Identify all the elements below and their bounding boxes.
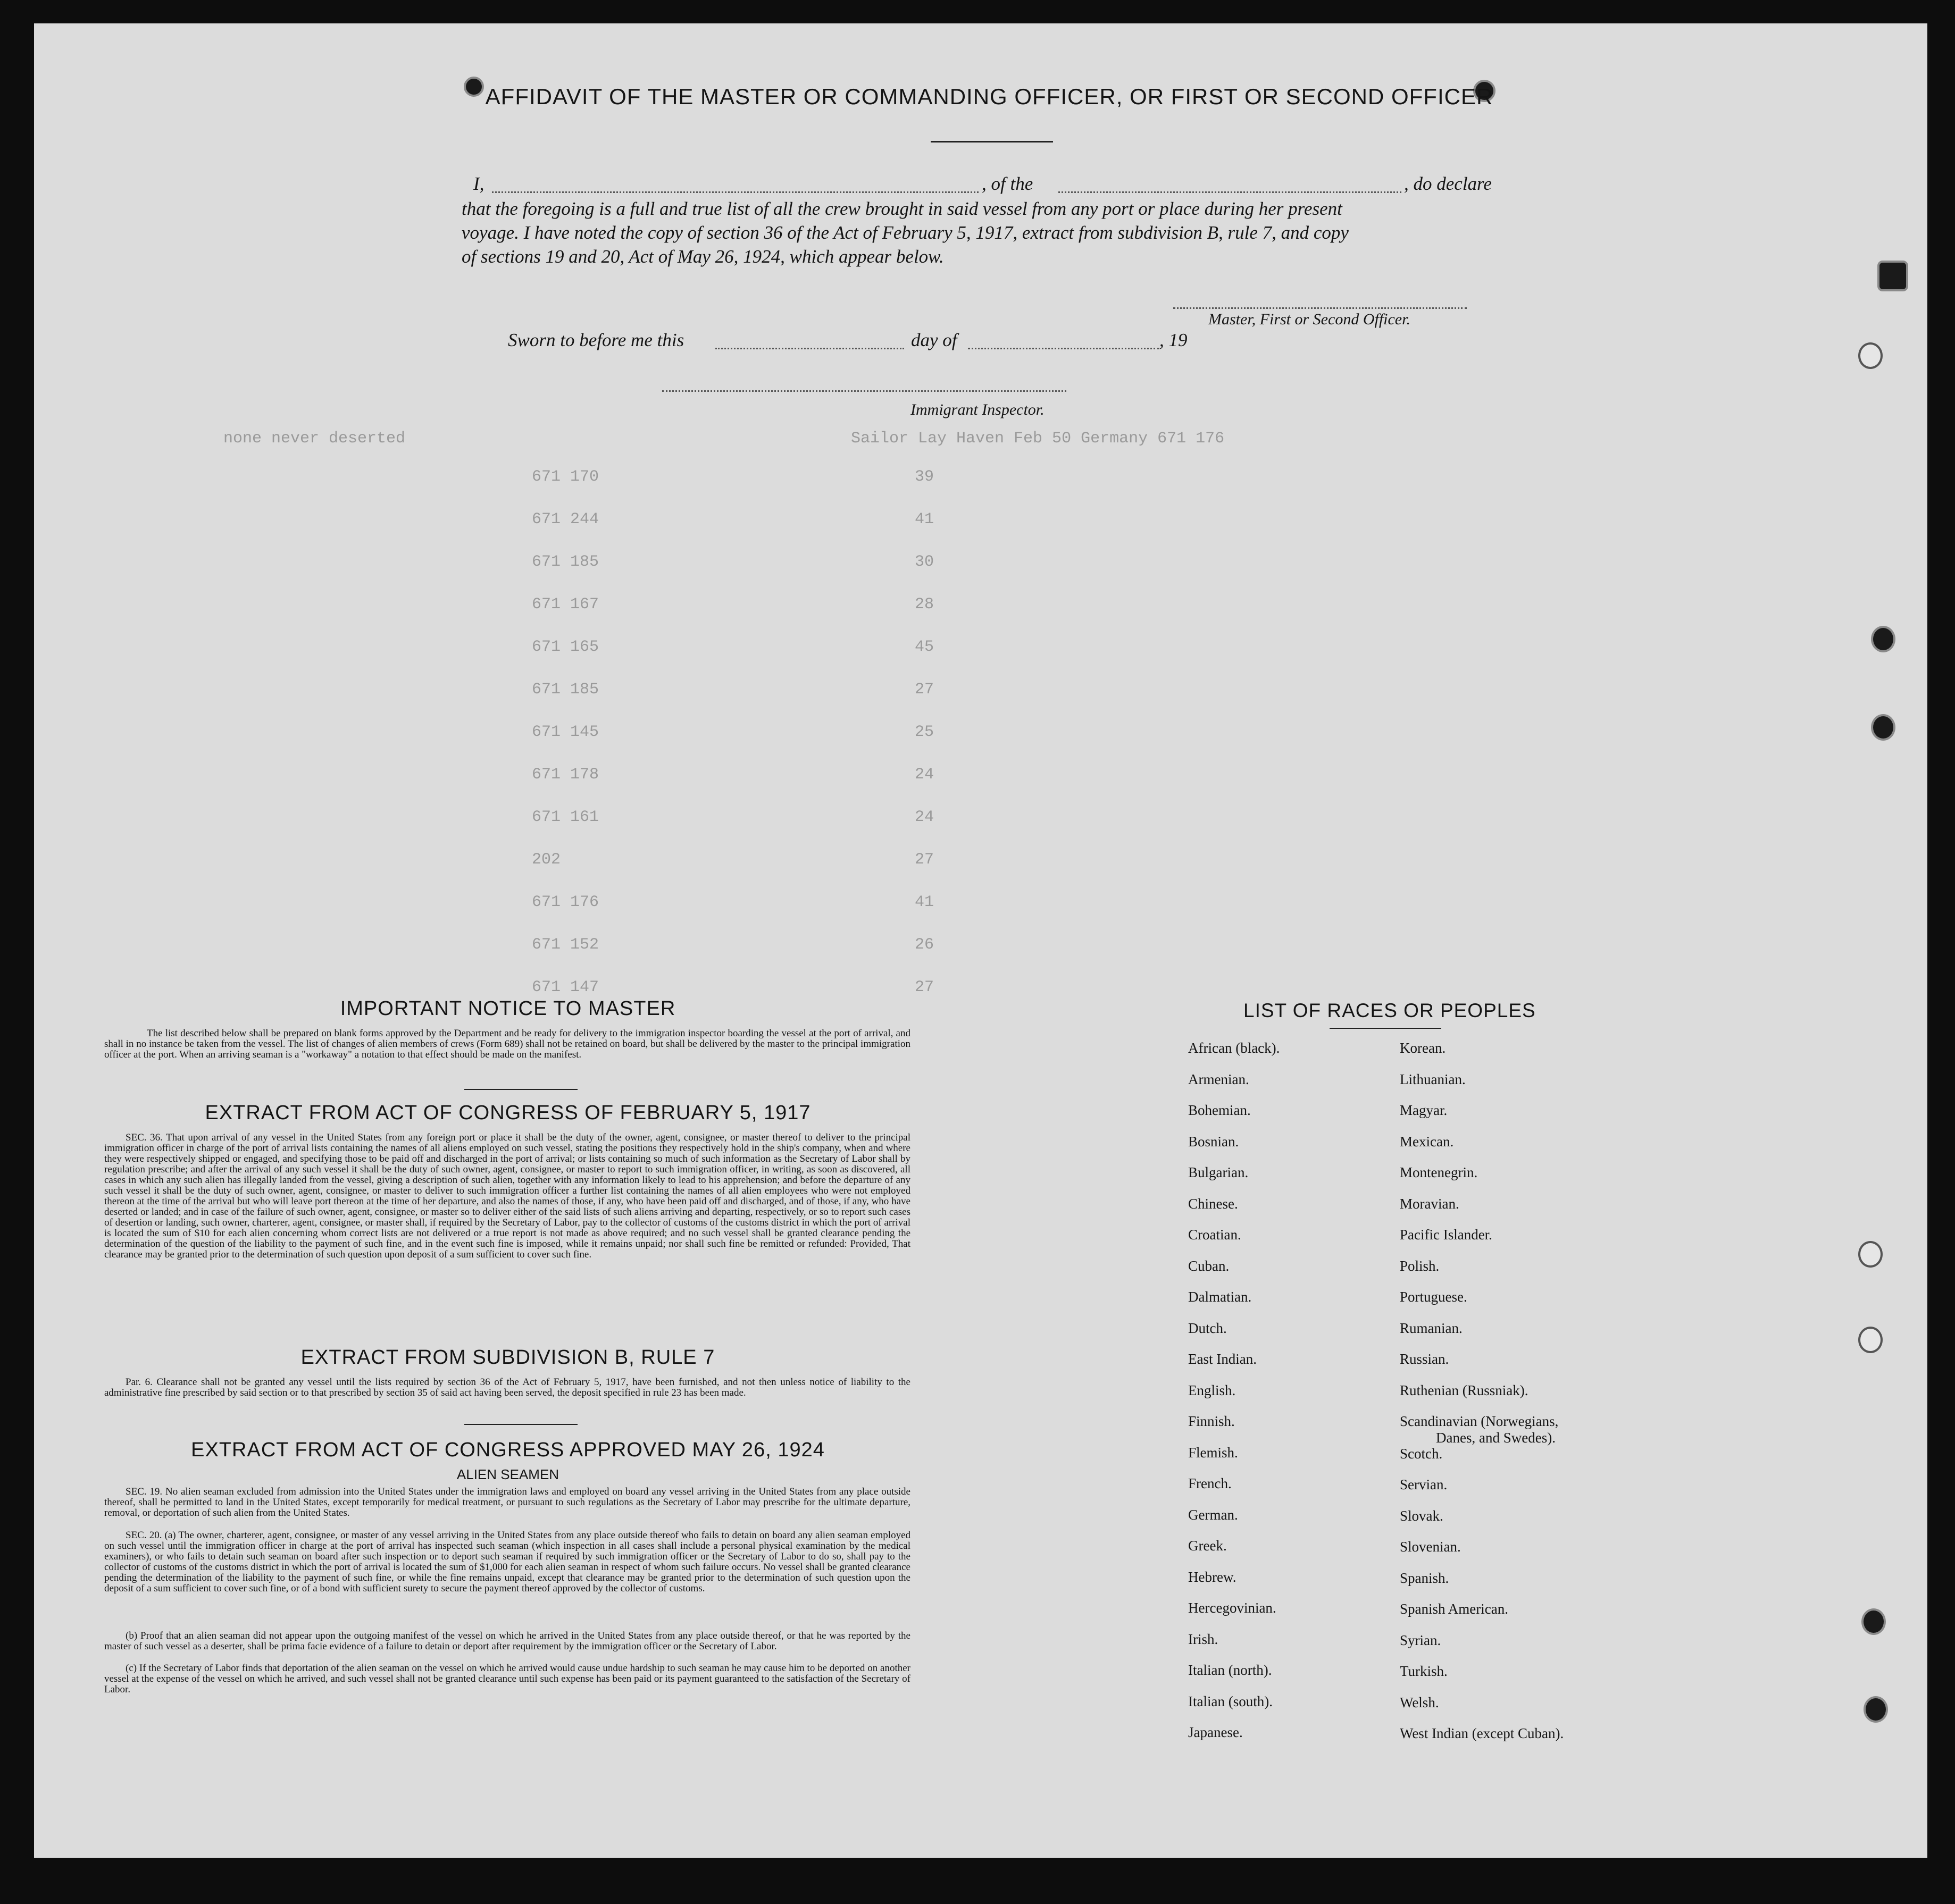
punch-hole-icon: [1858, 342, 1883, 369]
bleed-through-number: 671 185: [532, 681, 599, 699]
bleed-through-text: none never deserted: [223, 430, 406, 448]
race-list-item: Slovenian.: [1400, 1539, 1461, 1555]
race-list-item: Portuguese.: [1400, 1289, 1467, 1305]
race-list-item: Hebrew.: [1188, 1569, 1237, 1585]
race-list-item: Magyar.: [1400, 1102, 1448, 1118]
bleed-through-number: 202: [532, 851, 561, 869]
extract-rule7-body: Par. 6. Clearance shall not be granted any vessel until the lists required by section 36 of the Act of February 5, 1917, have been furnished, and not then unless notice of liability to the administrative fine prescribed by said section or to that prescribed by section 35 of said act having been served, the deposit specified in rule 23 has been made.: [104, 1377, 910, 1398]
race-list-item: Scotch.: [1400, 1445, 1443, 1462]
race-list-item: Rumanian.: [1400, 1320, 1463, 1336]
extract-rule7-title: EXTRACT FROM SUBDIVISION B, RULE 7: [300, 1346, 715, 1369]
bleed-through-age: 24: [915, 808, 934, 826]
race-list-item: Danes, and Swedes).: [1436, 1429, 1556, 1446]
bleed-through-text: Sailor Lay Haven Feb 50 Germany 671 176: [851, 430, 1225, 448]
race-list-item: Polish.: [1400, 1257, 1440, 1274]
extract-1924-sec20a: SEC. 20. (a) The owner, charterer, agent, consignee, or master of any vessel arriving in the United States from any place outside thereof who fails to detain on board any alien seaman employed on such vessel until the immigration officer in charge at the port of arrival has inspected such seaman (which inspection in all cases shall include a personal physical examination by the medical examiners), or who fails to detain such seaman on board after such inspection or to deport such seaman if required by such immigration officer or the Secretary of Labor to do so, shall pay to the collector of customs of the customs district in which the port of arrival is located the sum of $1,000 for each alien seaman in respect of whom such failure occurs. No vessel shall be granted clearance pending the determination of the liability to the payment of such fine, or while the fine remains unpaid, except that clearance may be granted prior to the determination of such question upon the deposit of a sum sufficient to cover such fine, or of a bond with sufficient surety to secure the payment thereof approved by the collector of customs.: [104, 1530, 910, 1594]
race-list-item: Dutch.: [1188, 1320, 1227, 1336]
bleed-through-age: 27: [915, 851, 934, 869]
race-list-item: Moravian.: [1400, 1195, 1459, 1212]
extract-1924-sec20b: (b) Proof that an alien seaman did not appear upon the outgoing manifest of the vessel on which he arrived in the United States from any place outside thereof, or that he was reported by the master of such vessel as a deserter, shall be prima facie evidence of a failure to detain or deport after requirement by the immigration officer or the Secretary of Labor.: [104, 1630, 910, 1652]
notice-title: IMPORTANT NOTICE TO MASTER: [340, 997, 676, 1020]
race-list-item: Flemish.: [1188, 1444, 1238, 1461]
bleed-through-age: 25: [915, 723, 934, 741]
bleed-through-number: 671 178: [532, 766, 599, 784]
race-list-item: Greek.: [1188, 1538, 1227, 1554]
affidavit-title: AFFIDAVIT OF THE MASTER OR COMMANDING OFFICER, OR FIRST OR SECOND OFFICER: [485, 84, 1493, 109]
extract-1924-subtitle: ALIEN SEAMEN: [456, 1466, 559, 1482]
vessel-blank: [1058, 191, 1401, 193]
race-list-item: Bosnian.: [1188, 1133, 1239, 1150]
race-list-item: Korean.: [1400, 1040, 1446, 1056]
title-underline: [931, 141, 1053, 142]
bleed-through-number: 671 176: [532, 893, 599, 911]
race-list-item: Slovak.: [1400, 1507, 1443, 1524]
bleed-through-number: 671 185: [532, 553, 599, 571]
extract-1924-sec20c: (c) If the Secretary of Labor finds that deportation of the alien seaman on the vessel on which he arrived would cause undue hardship to such seaman he may cause him to be deported on another vessel at the expense of the vessel on which he arrived, and such vessel shall not be granted clearance until such expense has been paid or its payment guaranteed to the satisfaction of the Secretary of Labor.: [104, 1663, 910, 1695]
notice-body: The list described below shall be prepared on blank forms approved by the Department and be ready for delivery to the immigration inspector boarding the vessel at the port of arrival, and shall in no instance be taken from the vessel. The list of changes of alien members of crews (Form 689) shall not be retained on board, but shall be delivered by the master to the principal immigration officer at the port. When an arriving seaman is a "workaway" a notation to that effect should be made on the manifest.: [104, 1028, 910, 1060]
bleed-through-age: 45: [915, 638, 934, 656]
race-list-item: English.: [1188, 1382, 1236, 1398]
bleed-through-age: 27: [915, 978, 934, 996]
race-list-item: Hercegovinian.: [1188, 1600, 1276, 1616]
extract-1917-title: EXTRACT FROM ACT OF CONGRESS OF FEBRUARY 5, 1917: [205, 1102, 811, 1124]
race-list-item: Dalmatian.: [1188, 1289, 1252, 1305]
year-label: , 19: [1159, 330, 1188, 350]
master-signature-label: Master, First or Second Officer.: [1208, 311, 1410, 328]
races-title-underline: [1330, 1028, 1441, 1029]
races-column-1: [1188, 1040, 1280, 1756]
punch-hole-icon: [1858, 1241, 1883, 1268]
bleed-through-age: 24: [915, 766, 934, 784]
bleed-through-number: 671 165: [532, 638, 599, 656]
race-list-item: Pacific Islander.: [1400, 1227, 1492, 1243]
punch-hole-icon: [1864, 1696, 1888, 1723]
race-list-item: Lithuanian.: [1400, 1071, 1466, 1087]
inspector-signature-line: [662, 390, 1066, 392]
extract-1924-sec19: SEC. 19. No alien seaman excluded from admission into the United States under the immigration laws and employed on board any vessel arriving in the United States from any place outside thereof, shall be permitted to land in the United States, except temporarily for medical treatment, or pursuant to such regulations as the Secretary of Labor may prescribe for the ultimate departure, removal, or deportation of such alien from the United States.: [104, 1486, 910, 1519]
race-list-item: Japanese.: [1188, 1724, 1243, 1740]
races-column-2: [1400, 1040, 1564, 1757]
affidavit-line-4: of sections 19 and 20, Act of May 26, 1924, which appear below.: [462, 246, 944, 267]
affidavit-line-3: voyage. I have noted the copy of section 36 of the Act of February 5, 1917, extract from subdivision B, rule 7, and copy: [462, 222, 1349, 243]
affidavit-line-of: , of the: [982, 173, 1033, 194]
race-list-item: Turkish.: [1400, 1663, 1448, 1679]
inspector-label: Immigrant Inspector.: [910, 401, 1045, 418]
bleed-through-number: 671 152: [532, 936, 599, 954]
sworn-month-blank: [968, 348, 1159, 349]
bleed-through-number: 671 170: [532, 468, 599, 486]
punch-hole-icon: [1871, 714, 1895, 741]
race-list-item: Welsh.: [1400, 1694, 1439, 1710]
race-list-item: German.: [1188, 1506, 1238, 1523]
race-list-item: Irish.: [1188, 1631, 1218, 1647]
race-list-item: Ruthenian (Russniak).: [1400, 1382, 1528, 1398]
bleed-through-age: 41: [915, 893, 934, 911]
race-list-item: East Indian.: [1188, 1351, 1257, 1367]
section-divider: [464, 1089, 578, 1090]
section-divider: [464, 1424, 578, 1425]
bleed-through-age: 28: [915, 595, 934, 614]
bleed-through-number: 671 244: [532, 510, 599, 529]
binder-clip-icon: [1877, 261, 1908, 291]
race-list-item: Finnish.: [1188, 1413, 1235, 1429]
affidavit-line-2: that the foregoing is a full and true list of all the crew brought in said vessel from any port or place during her present: [462, 198, 1342, 219]
punch-hole-icon: [1858, 1327, 1883, 1353]
affidavit-line-i: I,: [473, 173, 484, 194]
sworn-label: Sworn to before me this: [508, 330, 684, 350]
bleed-through-age: 30: [915, 553, 934, 571]
race-list-item: Servian.: [1400, 1477, 1448, 1492]
race-list-item: Armenian.: [1188, 1071, 1249, 1087]
race-list-item: Mexican.: [1400, 1133, 1454, 1150]
extract-1917-body: SEC. 36. That upon arrival of any vessel in the United States from any foreign port or place it shall be the duty of the owner, agent, consignee, or master thereof to deliver to the principal immigration officer in charge of the port of arrival lists containing the names of all aliens employed on such vessel, stating the positions they respectively hold in the ship's company, when and where they were respectively shipped or engaged, and specifying those to be paid off and discharged in the port of arrival; or lists containing so much of such information as the Secretary of Labor shall by regulation prescribe; and after the arrival of any such vessel it shall be the duty of such owner, agent, consignee, or master to report to such immigration officer, in writing, as soon as discovered, all cases in which any such alien has illegally landed from the vessel, giving a description of such alien, together with any information likely to lead to his apprehension; and before the departure of any such vessel it shall be the duty of such owner, agent, consignee, or master to deliver to such immigration officer a further list containing the names of all alien employees who were not employed thereon at the time of the arrival but who will leave port thereon at the time of her departure, and also the names of those, if any, who have been paid off and discharged, and of those, if any, who have deserted or landed; and in case of the failure of such owner, agent, consignee, or master so to deliver either of the said lists of such aliens arriving and departing, respectively, or so to report such cases of desertion or landing, such owner, charterer, agent, consignee, or master shall, if required by the Secretary of Labor, pay to the collector of customs of the customs district in which the port of arrival is located the sum of $10 for each alien concerning whom correct lists are not delivered or a true report is not made as above required; and no such vessel shall be granted clearance pending the determination of the question of the liability to the payment of such fine, and in the event such fine is imposed, while it remains unpaid; nor shall such fine be remitted or refunded: Provided, That clearance may be granted prior to the determination of such question upon deposit of a sum sufficient to cover such fine.: [104, 1132, 910, 1260]
bleed-through-age: 26: [915, 936, 934, 954]
bleed-through-number: 671 145: [532, 723, 599, 741]
day-of-label: day of: [911, 330, 957, 350]
race-list-item: Spanish American.: [1400, 1601, 1508, 1617]
race-list-item: Cuban.: [1188, 1257, 1230, 1274]
race-list-item: African (black).: [1188, 1040, 1280, 1056]
race-list-item: French.: [1188, 1475, 1232, 1491]
race-list-item: Spanish.: [1400, 1570, 1449, 1586]
affidavit-line-declare: , do declare: [1404, 173, 1492, 194]
race-list-item: Chinese.: [1188, 1195, 1238, 1212]
sworn-day-blank: [715, 348, 904, 349]
master-signature-line: [1173, 307, 1467, 309]
bleed-through-number: 671 147: [532, 978, 599, 996]
races-title: LIST OF RACES OR PEOPLES: [1243, 1000, 1536, 1021]
extract-1924-title: EXTRACT FROM ACT OF CONGRESS APPROVED MAY 26, 1924: [191, 1439, 825, 1461]
race-list-item: Russian.: [1400, 1351, 1449, 1367]
race-list-item: Scandinavian (Norwegians,: [1400, 1413, 1559, 1429]
bleed-through-age: 39: [915, 468, 934, 486]
race-list-item: Croatian.: [1188, 1227, 1241, 1243]
race-list-item: Bulgarian.: [1188, 1164, 1249, 1180]
race-list-item: West Indian (except Cuban).: [1400, 1725, 1564, 1741]
punch-hole-icon: [1871, 626, 1895, 652]
bleed-through-number: 671 167: [532, 595, 599, 614]
bleed-through-age: 41: [915, 510, 934, 529]
bleed-through-age: 27: [915, 681, 934, 699]
race-list-item: Italian (north).: [1188, 1662, 1272, 1678]
punch-hole-icon: [1861, 1608, 1886, 1635]
race-list-item: Italian (south).: [1188, 1693, 1273, 1709]
race-list-item: Montenegrin.: [1400, 1164, 1478, 1180]
bleed-through-number: 671 161: [532, 808, 599, 826]
race-list-item: Syrian.: [1400, 1632, 1441, 1648]
race-list-item: Bohemian.: [1188, 1102, 1251, 1118]
name-blank: [492, 191, 979, 193]
